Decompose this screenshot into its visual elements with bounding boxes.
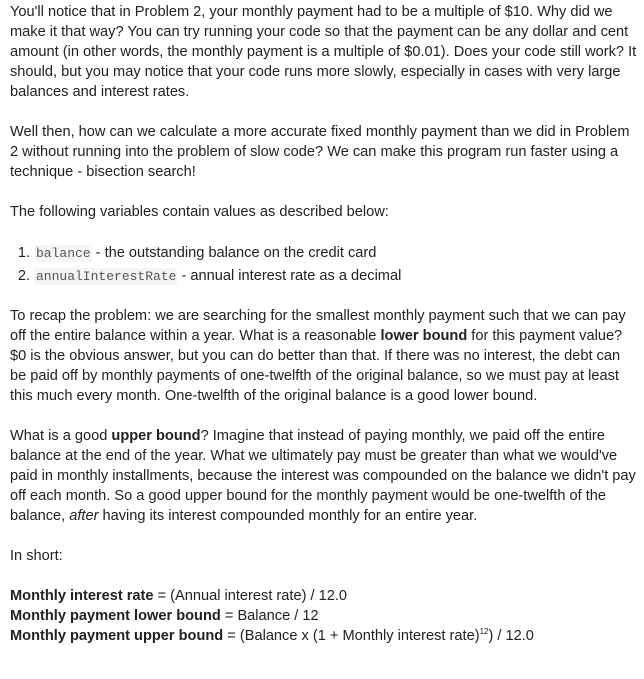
lower-bound-paragraph bbox=[10, 306, 640, 406]
problem-description bbox=[10, 2, 640, 646]
formula-lower-bound bbox=[10, 606, 640, 626]
variable-description: - annual interest rate as a decimal bbox=[177, 268, 402, 284]
formula-label: Monthly payment lower bound bbox=[10, 608, 221, 624]
list-item bbox=[17, 265, 640, 288]
upper-bound-paragraph bbox=[10, 426, 640, 526]
upper-bound-term: upper bound bbox=[111, 428, 201, 444]
formula-monthly-interest-rate bbox=[10, 586, 640, 606]
text: ? Imagine that instead of paying monthly, we paid off the entire balance at the end of the year. What we ultimately pay must be greater than what we would've paid in monthly installments, because the interest was compounded on the balance we didn't pay off each month. So a good upper bound for the monthly payment would be one-twelfth of the balance, bbox=[10, 428, 636, 524]
text: What is a good bbox=[10, 428, 112, 444]
formula-label: Monthly interest rate bbox=[10, 588, 154, 604]
intro-paragraph: You'll notice that in Problem 2, your monthly payment had to be a multiple of $10. Why did we make it that way? You can try running your code so that the payment can be any dollar and cent amount (in other words, the monthly payment is a multiple of $0.01). Does your code still work? It should, but you may notice that your code runs more slowly, especially in cases with very large balances and interest rates. bbox=[10, 4, 637, 100]
variable-code: balance bbox=[36, 246, 91, 261]
formula-expression: = (Balance x (1 + Monthly interest rate) bbox=[223, 628, 480, 644]
formula-expression: = (Annual interest rate) / 12.0 bbox=[153, 588, 348, 604]
list-number: 1. bbox=[17, 245, 30, 261]
list-number: 2. bbox=[17, 268, 30, 284]
emphasis: after bbox=[69, 508, 99, 524]
text: for this payment value? $0 is the obvious answer, but you can do better than that. If there was no interest, the debt can be paid off by monthly payments of one-twelfth of the original balance, so we must pay at least this much every month. One-twelfth of the original balance is a good lower bound. bbox=[10, 328, 623, 404]
text: To recap the problem: we are searching for the smallest monthly payment such that we can pay off the entire balance within a year. What is a reasonable bbox=[10, 308, 626, 344]
formula-label: Monthly payment upper bound bbox=[10, 628, 224, 644]
formula-expression: = Balance / 12 bbox=[220, 608, 319, 624]
exponent: 12 bbox=[479, 627, 489, 637]
lower-bound-term: lower bound bbox=[380, 328, 468, 344]
variables-list bbox=[10, 242, 640, 288]
list-item bbox=[17, 242, 640, 265]
variables-intro: The following variables contain values as described below: bbox=[10, 204, 389, 220]
bisection-paragraph: Well then, how can we calculate a more accurate fixed monthly payment than we did in Problem 2 without running into the problem of slow code? We can make this program run faster using a technique - bisection search! bbox=[10, 124, 630, 180]
formula-expression: ) / 12.0 bbox=[488, 628, 534, 644]
variable-code: annualInterestRate bbox=[36, 269, 177, 284]
text: having its interest compounded monthly for an entire year. bbox=[98, 508, 478, 524]
variable-description: - the outstanding balance on the credit card bbox=[91, 245, 377, 261]
formula-upper-bound bbox=[10, 626, 640, 646]
in-short-label: In short: bbox=[10, 548, 63, 564]
